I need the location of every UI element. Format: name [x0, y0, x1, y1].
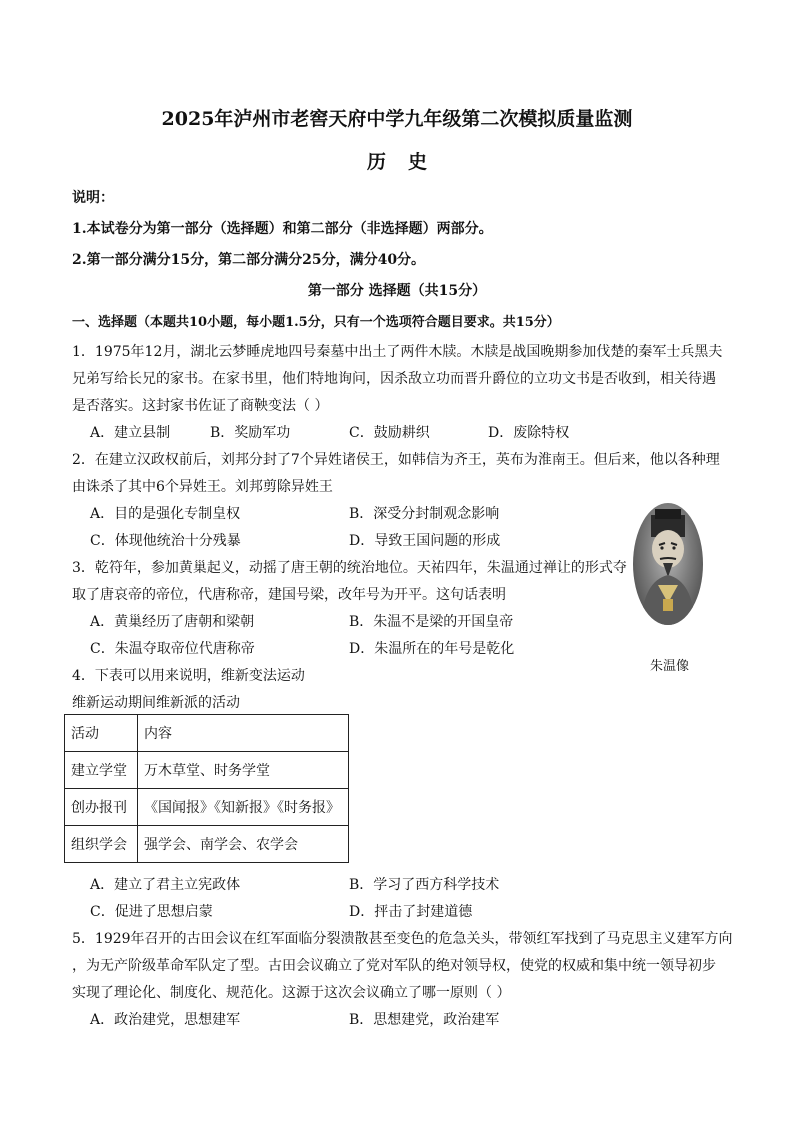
q4-option-a[interactable]: A．建立了君主立宪政体 — [90, 877, 241, 893]
exam-title: 2025年泸州市老窖天府中学九年级第二次模拟质量监测 — [161, 108, 633, 130]
portrait-caption: 朱温像 — [650, 659, 690, 674]
activities-table — [64, 714, 349, 863]
notes-label: 说明： — [72, 190, 114, 206]
q4-option-c[interactable]: C．促进了思想启蒙 — [90, 904, 213, 920]
table-header-cell: 内容 — [138, 715, 349, 752]
q1-line-3: 是否落实。这封家书佐证了商鞅变法（ ） — [72, 398, 329, 414]
table-row — [65, 789, 349, 826]
q5-line-3: 实现了理论化、制度化、规范化。这源于这次会议确立了哪一原则（ ） — [72, 985, 511, 1001]
q2-line-1: 2．在建立汉政权前后，刘邦分封了7个异姓诸侯王，如韩信为齐王，英布为淮南王。但后来，他以各种理 — [72, 452, 720, 468]
q2-option-a[interactable]: A．目的是强化专制皇权 — [90, 506, 241, 522]
table-row — [65, 752, 349, 789]
q1-line-2: 兄弟写给长兄的家书。在家书里，他们特地询问，因杀敌立功而晋升爵位的立功文书是否收到，相关待遇 — [72, 371, 716, 387]
subject-title: 历史 — [366, 151, 449, 173]
portrait-illustration — [633, 503, 703, 625]
q3-option-d[interactable]: D．朱温所在的年号是乾化 — [349, 641, 515, 657]
q1-option-a[interactable]: A．建立县制 — [90, 425, 171, 441]
table-header-row — [65, 715, 349, 752]
part1-heading: 第一部分 选择题（共15分） — [307, 283, 487, 299]
q3-option-a[interactable]: A．黄巢经历了唐朝和梁朝 — [90, 614, 255, 630]
table-cell: 《国闻报》《知新报》《时务报》 — [138, 789, 349, 826]
table-cell: 建立学堂 — [65, 752, 138, 789]
q5-line-1: 5．1929年召开的古田会议在红军面临分裂溃散甚至变色的危急关头，带领红军找到了马克思主义建军方向 — [72, 931, 733, 947]
q1-option-d[interactable]: D．废除特权 — [488, 425, 570, 441]
q3-option-c[interactable]: C．朱温夺取帝位代唐称帝 — [90, 641, 255, 657]
q4-line: 4．下表可以用来说明，维新变法运动 — [72, 668, 305, 684]
zhu-wen-portrait — [633, 503, 703, 625]
section-heading: 一、选择题（本题共10小题，每小题1.5分，只有一个选项符合题目要求。共15分） — [72, 315, 560, 330]
q2-line-2: 由诛杀了其中6个异姓王。刘邦剪除异姓王 — [72, 479, 333, 495]
table-header-cell: 活动 — [65, 715, 138, 752]
notes-line-1: 1.本试卷分为第一部分（选择题）和第二部分（非选择题）两部分。 — [72, 221, 493, 237]
q5-line-2: ，为无产阶级革命军队定了型。古田会议确立了党对军队的绝对领导权，使党的权威和集中统一领导初步 — [72, 958, 716, 974]
q1-option-c[interactable]: C．鼓励耕织 — [349, 425, 430, 441]
table-cell: 创办报刊 — [65, 789, 138, 826]
q1-line-1: 1．1975年12月，湖北云梦睡虎地四号秦墓中出土了两件木牍。木牍是战国晚期参加伐楚的秦军士兵黑夫 — [72, 344, 723, 360]
q3-line-2: 取了唐哀帝的帝位，代唐称帝，建国号梁，改年号为开平。这句话表明 — [72, 587, 506, 603]
q2-option-b[interactable]: B．深受分封制观念影响 — [349, 506, 500, 522]
q4-option-b[interactable]: B．学习了西方科学技术 — [349, 877, 500, 893]
table-row — [65, 826, 349, 863]
notes-line-2: 2.第一部分满分15分，第二部分满分25分，满分40分。 — [72, 252, 426, 268]
table-cell: 强学会、南学会、农学会 — [138, 826, 349, 863]
q4-table-title: 维新运动期间维新派的活动 — [72, 695, 240, 711]
table-cell: 组织学会 — [65, 826, 138, 863]
q5-option-a[interactable]: A．政治建党，思想建军 — [90, 1012, 241, 1028]
q5-option-b[interactable]: B．思想建党，政治建军 — [349, 1012, 500, 1028]
q4-option-d[interactable]: D．抨击了封建道德 — [349, 904, 473, 920]
q2-option-d[interactable]: D．导致王国问题的形成 — [349, 533, 501, 549]
q1-option-b[interactable]: B．奖励军功 — [210, 425, 291, 441]
q3-line-1: 3．乾符年，参加黄巢起义，动摇了唐王朝的统治地位。天祐四年，朱温通过禅让的形式夺 — [72, 560, 627, 576]
q3-option-b[interactable]: B．朱温不是梁的开国皇帝 — [349, 614, 514, 630]
q2-option-c[interactable]: C．体现他统治十分残暴 — [90, 533, 241, 549]
table-cell: 万木草堂、时务学堂 — [138, 752, 349, 789]
